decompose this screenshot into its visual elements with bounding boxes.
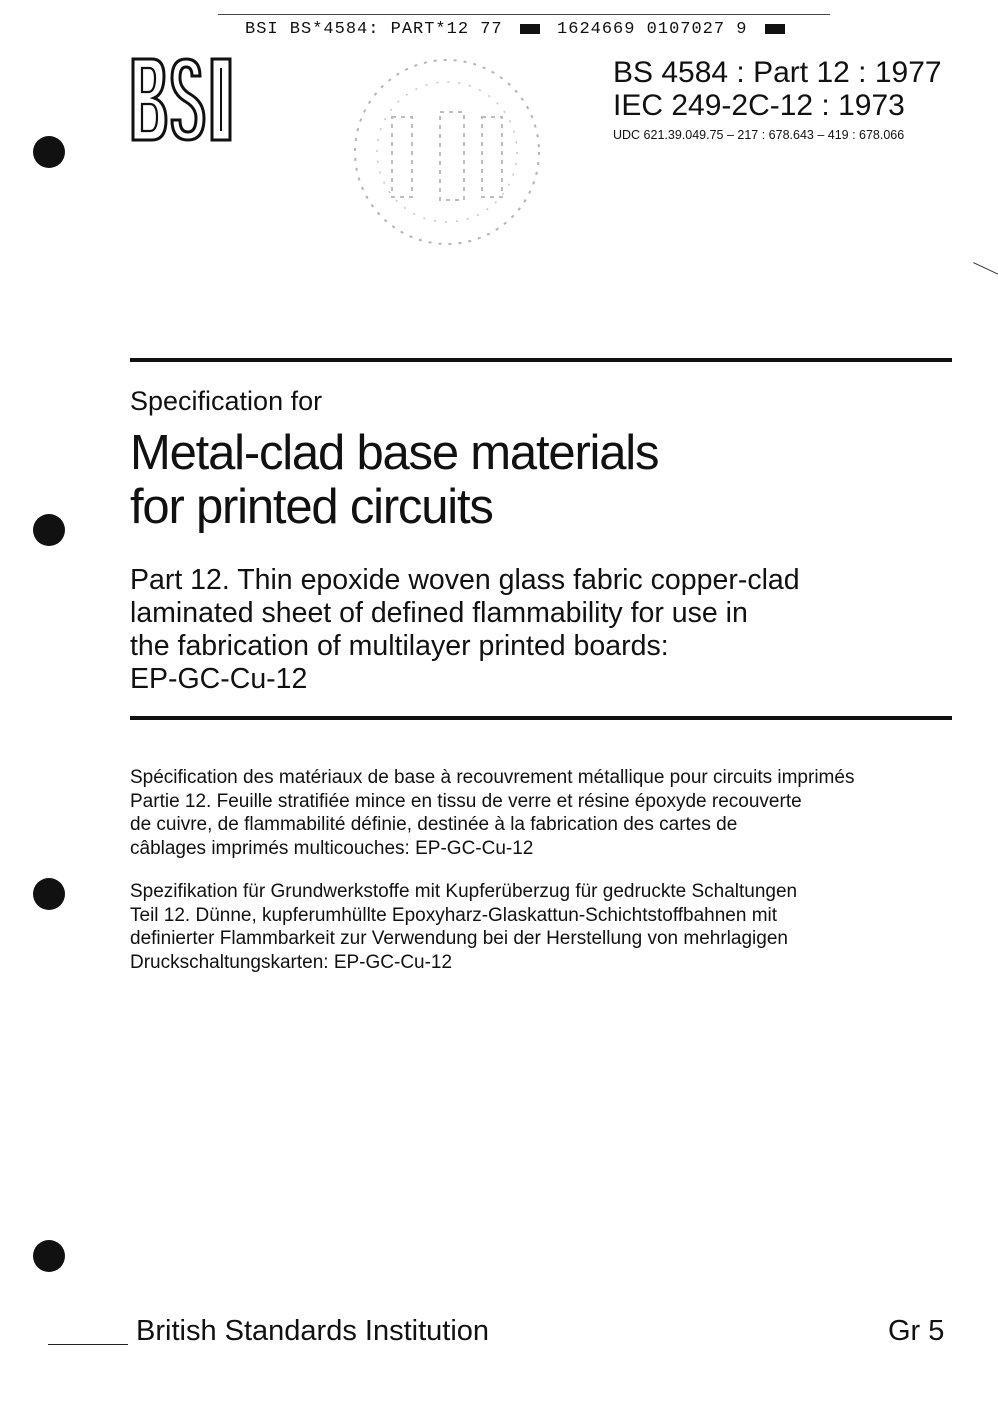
header-code-numbers: 1624669 0107027 9 (557, 20, 748, 39)
main-title-line: Metal-clad base materials (130, 426, 659, 480)
standard-number: BS 4584 : Part 12 : 1977 (613, 56, 942, 89)
library-stamp-icon (332, 52, 562, 257)
french-title-line: Spécification des matériaux de base à recouvrement métallique pour circuits imprimés (130, 767, 855, 788)
punch-hole-icon (33, 878, 65, 910)
part-title-line: EP-GC-Cu-12 (130, 663, 308, 695)
publisher-name: British Standards Institution (136, 1315, 490, 1347)
french-title-line: Partie 12. Feuille stratifiée mince en tissu de verre et résine époxyde recouverte (130, 790, 802, 812)
iec-number: IEC 249-2C-12 : 1973 (613, 89, 905, 122)
footer-rule (48, 1344, 128, 1345)
punch-hole-icon (33, 136, 65, 168)
german-title (130, 880, 970, 974)
scan-artifact (973, 262, 998, 275)
german-title-line: Teil 12. Dünne, kupferumhüllte Epoxyharz-Glaskattun-Schichtstoffbahnen mit (130, 904, 778, 926)
main-title (130, 426, 658, 534)
french-title (130, 766, 970, 860)
german-title-line: Spezifikation für Grundwerkstoffe mit Kupferüberzug für gedruckte Schaltungen (130, 881, 798, 902)
punch-hole-icon (33, 514, 65, 546)
german-title-line: definierter Flammbarkeit zur Verwendung bei der Herstellung von mehrlagigen (130, 928, 788, 949)
main-title-line: for printed circuits (130, 480, 493, 534)
barcode-block-icon (520, 24, 540, 34)
title-rule-top (130, 358, 952, 362)
header-rule (218, 14, 830, 15)
german-title-line: Druckschaltungskarten: EP-GC-Cu-12 (130, 951, 453, 973)
header-code-text: BSI BS*4584: PART*12 77 (245, 20, 503, 39)
bsi-logo (130, 56, 236, 149)
spec-for-label: Specification for (130, 386, 323, 416)
punch-hole-icon (33, 1240, 65, 1272)
part-title-line: Part 12. Thin epoxide woven glass fabric copper-clad (130, 564, 800, 596)
price-group: Gr 5 (888, 1315, 945, 1347)
part-title (130, 564, 950, 696)
french-title-line: câblages imprimés multicouches: EP-GC-Cu-12 (130, 837, 534, 859)
header-code-line (245, 20, 791, 39)
title-rule-bottom (130, 716, 952, 720)
udc-classification: UDC 621.39.049.75 – 217 : 678.643 – 419 : 678.066 (613, 128, 905, 142)
barcode-block-icon (765, 24, 785, 34)
french-title-line: de cuivre, de flammabilité définie, destinée à la fabrication des cartes de (130, 814, 738, 835)
part-title-line: laminated sheet of defined flammability for use in (130, 597, 748, 629)
part-title-line: the fabrication of multilayer printed boards: (130, 630, 669, 662)
